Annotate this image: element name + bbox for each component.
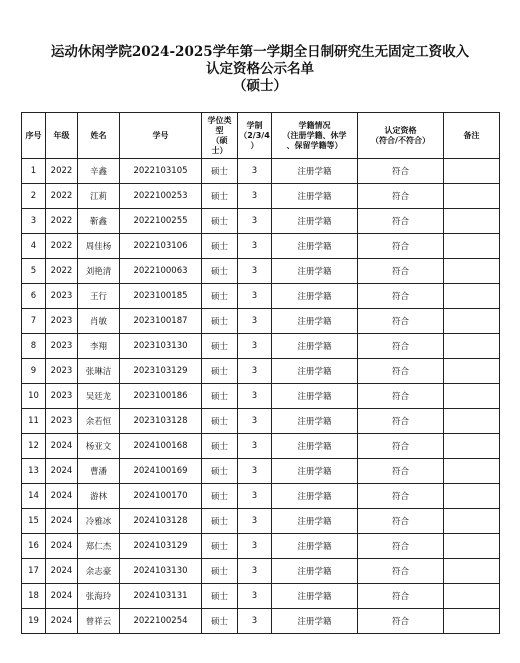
cell-remarks [444,509,500,534]
cell-enrollment-status: 注册学籍 [272,209,358,234]
cell-years: 3 [238,534,272,559]
cell-years: 3 [238,334,272,359]
cell-remarks [444,259,500,284]
cell-grade: 2023 [46,309,78,334]
cell-enrollment-status: 注册学籍 [272,609,358,634]
cell-enrollment-status: 注册学籍 [272,334,358,359]
table-row [22,609,500,634]
table-row [22,309,500,334]
cell-remarks [444,309,500,334]
table-row [22,159,500,184]
table-body [22,159,500,634]
cell-qualification: 符合 [358,584,444,609]
cell-name: 张琳洁 [78,359,120,384]
cell-student-id: 2024103131 [120,584,202,609]
cell-enrollment-status: 注册学籍 [272,359,358,384]
cell-grade: 2024 [46,459,78,484]
table-row [22,384,500,409]
header-years: 学制 （2/3/4 ） [238,113,272,159]
cell-seq: 19 [22,609,46,634]
cell-years: 3 [238,309,272,334]
cell-degree-type: 硕士 [202,484,238,509]
cell-student-id: 2023100185 [120,284,202,309]
cell-student-id: 2024103130 [120,559,202,584]
cell-seq: 8 [22,334,46,359]
cell-name: 王行 [78,284,120,309]
cell-remarks [444,409,500,434]
cell-degree-type: 硕士 [202,159,238,184]
cell-seq: 11 [22,409,46,434]
cell-years: 3 [238,284,272,309]
cell-remarks [444,534,500,559]
cell-enrollment-status: 注册学籍 [272,559,358,584]
cell-qualification: 符合 [358,309,444,334]
table-row [22,584,500,609]
cell-student-id: 2024100169 [120,459,202,484]
cell-degree-type: 硕士 [202,434,238,459]
cell-name: 江莉 [78,184,120,209]
cell-seq: 18 [22,584,46,609]
cell-name: 辛鑫 [78,159,120,184]
cell-enrollment-status: 注册学籍 [272,509,358,534]
cell-degree-type: 硕士 [202,559,238,584]
cell-enrollment-status: 注册学籍 [272,534,358,559]
cell-seq: 4 [22,234,46,259]
cell-grade: 2023 [46,334,78,359]
cell-qualification: 符合 [358,384,444,409]
cell-degree-type: 硕士 [202,459,238,484]
cell-student-id: 2024103128 [120,509,202,534]
cell-student-id: 2024100170 [120,484,202,509]
cell-enrollment-status: 注册学籍 [272,584,358,609]
cell-enrollment-status: 注册学籍 [272,434,358,459]
cell-enrollment-status: 注册学籍 [272,309,358,334]
cell-seq: 17 [22,559,46,584]
cell-name: 肖敏 [78,309,120,334]
cell-qualification: 符合 [358,184,444,209]
cell-remarks [444,334,500,359]
cell-grade: 2023 [46,384,78,409]
cell-name: 李翔 [78,334,120,359]
cell-name: 靳鑫 [78,209,120,234]
cell-name: 曹潘 [78,459,120,484]
cell-student-id: 2023103130 [120,334,202,359]
cell-name: 张海玲 [78,584,120,609]
cell-name: 郑仁杰 [78,534,120,559]
cell-grade: 2022 [46,159,78,184]
title-line-1: 运动休闲学院2024-2025学年第一学期全日制研究生无固定工资收入 [50,44,470,60]
cell-qualification: 符合 [358,434,444,459]
cell-seq: 2 [22,184,46,209]
cell-grade: 2022 [46,259,78,284]
cell-years: 3 [238,509,272,534]
cell-years: 3 [238,184,272,209]
table-row [22,209,500,234]
cell-remarks [444,434,500,459]
header-degree-type: 学位类 型 （硕 士） [202,113,238,159]
cell-degree-type: 硕士 [202,259,238,284]
cell-grade: 2023 [46,409,78,434]
cell-degree-type: 硕士 [202,534,238,559]
cell-student-id: 2022100254 [120,609,202,634]
cell-grade: 2022 [46,209,78,234]
cell-seq: 14 [22,484,46,509]
document-title [0,44,520,95]
cell-seq: 9 [22,359,46,384]
header-remarks: 备注 [444,113,500,159]
cell-remarks [444,559,500,584]
cell-degree-type: 硕士 [202,409,238,434]
cell-degree-type: 硕士 [202,209,238,234]
header-seq: 序号 [22,113,46,159]
cell-degree-type: 硕士 [202,284,238,309]
cell-degree-type: 硕士 [202,509,238,534]
cell-remarks [444,459,500,484]
cell-degree-type: 硕士 [202,309,238,334]
cell-student-id: 2022100255 [120,209,202,234]
roster-table [21,112,500,634]
table-row [22,509,500,534]
cell-student-id: 2022103105 [120,159,202,184]
cell-remarks [444,184,500,209]
table-header-row [22,113,500,159]
cell-grade: 2022 [46,234,78,259]
cell-qualification: 符合 [358,234,444,259]
cell-degree-type: 硕士 [202,359,238,384]
cell-enrollment-status: 注册学籍 [272,184,358,209]
cell-name: 刘艳清 [78,259,120,284]
cell-qualification: 符合 [358,484,444,509]
cell-years: 3 [238,159,272,184]
cell-seq: 13 [22,459,46,484]
cell-enrollment-status: 注册学籍 [272,409,358,434]
cell-remarks [444,359,500,384]
cell-years: 3 [238,259,272,284]
table-row [22,359,500,384]
cell-seq: 10 [22,384,46,409]
cell-seq: 15 [22,509,46,534]
cell-qualification: 符合 [358,609,444,634]
cell-grade: 2024 [46,559,78,584]
cell-grade: 2024 [46,484,78,509]
cell-years: 3 [238,584,272,609]
table-row [22,484,500,509]
cell-qualification: 符合 [358,259,444,284]
cell-seq: 16 [22,534,46,559]
cell-qualification: 符合 [358,284,444,309]
cell-grade: 2022 [46,184,78,209]
table-row [22,334,500,359]
table-row [22,534,500,559]
cell-enrollment-status: 注册学籍 [272,459,358,484]
cell-enrollment-status: 注册学籍 [272,159,358,184]
cell-years: 3 [238,484,272,509]
cell-years: 3 [238,409,272,434]
cell-seq: 3 [22,209,46,234]
table-row [22,409,500,434]
cell-student-id: 2022100063 [120,259,202,284]
cell-years: 3 [238,384,272,409]
header-name: 姓名 [78,113,120,159]
cell-remarks [444,384,500,409]
cell-qualification: 符合 [358,334,444,359]
table-row [22,234,500,259]
cell-enrollment-status: 注册学籍 [272,284,358,309]
cell-seq: 1 [22,159,46,184]
cell-enrollment-status: 注册学籍 [272,384,358,409]
table-row [22,284,500,309]
header-qualification: 认定资格 （符合/不符合） [358,113,444,159]
cell-grade: 2024 [46,609,78,634]
cell-name: 吴廷龙 [78,384,120,409]
title-line-3: （硕士） [233,78,287,94]
cell-degree-type: 硕士 [202,334,238,359]
cell-student-id: 2023103129 [120,359,202,384]
header-student-id: 学号 [120,113,202,159]
cell-name: 曾祥云 [78,609,120,634]
cell-qualification: 符合 [358,509,444,534]
table-row [22,184,500,209]
cell-grade: 2023 [46,284,78,309]
cell-enrollment-status: 注册学籍 [272,259,358,284]
cell-degree-type: 硕士 [202,234,238,259]
cell-qualification: 符合 [358,459,444,484]
table-row [22,559,500,584]
cell-student-id: 2023100186 [120,384,202,409]
cell-remarks [444,484,500,509]
cell-years: 3 [238,359,272,384]
cell-years: 3 [238,209,272,234]
cell-seq: 12 [22,434,46,459]
cell-name: 冷雅冰 [78,509,120,534]
cell-name: 游林 [78,484,120,509]
cell-qualification: 符合 [358,559,444,584]
cell-student-id: 2023100187 [120,309,202,334]
cell-name: 杨亚文 [78,434,120,459]
cell-degree-type: 硕士 [202,584,238,609]
cell-qualification: 符合 [358,209,444,234]
cell-remarks [444,584,500,609]
title-line-2: 认定资格公示名单 [206,61,314,77]
cell-years: 3 [238,434,272,459]
cell-qualification: 符合 [358,534,444,559]
cell-remarks [444,159,500,184]
cell-years: 3 [238,559,272,584]
cell-name: 余志豪 [78,559,120,584]
cell-student-id: 2024103129 [120,534,202,559]
cell-degree-type: 硕士 [202,609,238,634]
cell-qualification: 符合 [358,409,444,434]
cell-grade: 2024 [46,434,78,459]
cell-qualification: 符合 [358,159,444,184]
cell-seq: 7 [22,309,46,334]
cell-name: 余若恒 [78,409,120,434]
cell-grade: 2024 [46,509,78,534]
cell-remarks [444,209,500,234]
cell-grade: 2024 [46,534,78,559]
table-row [22,459,500,484]
cell-remarks [444,284,500,309]
cell-qualification: 符合 [358,359,444,384]
table-row [22,259,500,284]
header-grade: 年级 [46,113,78,159]
cell-degree-type: 硕士 [202,184,238,209]
cell-enrollment-status: 注册学籍 [272,234,358,259]
header-enrollment-status: 学籍情况 （注册学籍、休学 、保留学籍等） [272,113,358,159]
cell-enrollment-status: 注册学籍 [272,484,358,509]
cell-seq: 5 [22,259,46,284]
cell-seq: 6 [22,284,46,309]
cell-years: 3 [238,459,272,484]
cell-years: 3 [238,609,272,634]
cell-student-id: 2022100253 [120,184,202,209]
cell-remarks [444,234,500,259]
cell-remarks [444,609,500,634]
table-row [22,434,500,459]
cell-name: 周佳杨 [78,234,120,259]
cell-student-id: 2024100168 [120,434,202,459]
cell-years: 3 [238,234,272,259]
cell-degree-type: 硕士 [202,384,238,409]
cell-student-id: 2022103106 [120,234,202,259]
cell-grade: 2023 [46,359,78,384]
cell-student-id: 2023103128 [120,409,202,434]
cell-grade: 2024 [46,584,78,609]
